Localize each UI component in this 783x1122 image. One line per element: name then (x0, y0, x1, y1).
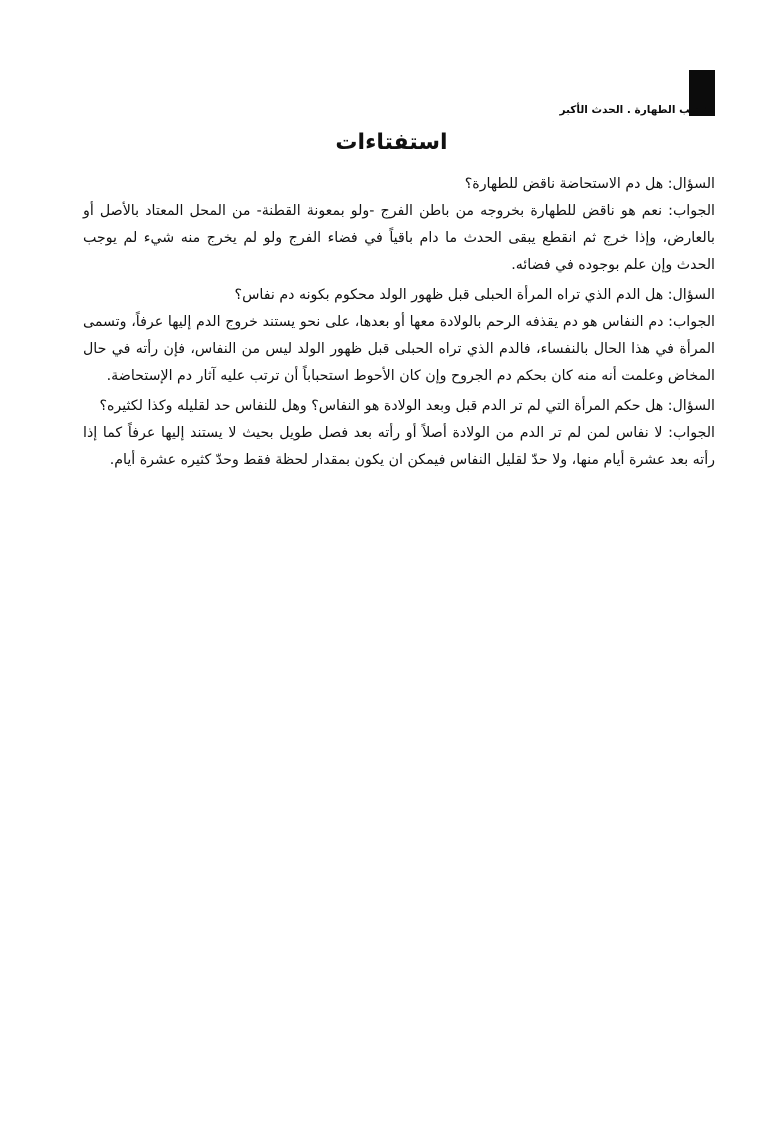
running-header: مكاتيب الطهارة . الحدث الأكبر (559, 104, 715, 116)
answer-2: الجواب: دم النفاس هو دم يقذفه الرحم بالولادة معها أو بعدها، على نحو يستند خروج الدم إليها عرفاً، وتسمى المرأة في هذا الحال بالنفساء، فالدم الذي تراه الحبلى قبل ظهور الولد ليس من النفاس، فإن رأته في حال المخاض وعلمت أنه منه كان بحكم دم الجروح وإن كان الأحوط استحباباً أن ترتب عليه آثار دم الإستحاضة. (83, 314, 715, 384)
question-2: السؤال: هل الدم الذي تراه المرأة الحبلى قبل ظهور الولد محكوم بكونه دم نفاس؟ (234, 287, 715, 303)
answer-3: الجواب: لا نفاس لمن لم تر الدم من الولادة أصلاً أو رأته بعد فصل طويل بحيث لا يستند إليها عرفاً كما إذا رأته بعد عشرة أيام منها، ولا حدّ لقليل النفاس فيمكن ان يكون بمقدار لحظة فقط وحدّ كثيره عشرة أيام. (83, 425, 715, 468)
qa-content (83, 171, 715, 477)
answer-1: الجواب: نعم هو ناقض للطهارة بخروجه من باطن الفرج -ولو بمعونة القطنة- من المحل المعتاد بالأصل أو بالعارض، وإذا خرج ثم انقطع يبقى الحدث ما دام باقياً في فضاء الفرج ولو لم يخرج منه شيء لم يوجب الحدث وإن علم بوجوده في فضائه. (83, 203, 715, 273)
question-3: السؤال: هل حكم المرأة التي لم تر الدم قبل وبعد الولادة هو النفاس؟ وهل للنفاس حد لقليله وكذا لكثيره؟ (99, 398, 715, 414)
question-1: السؤال: هل دم الاستحاضة ناقض للطهارة؟ (464, 176, 715, 192)
page-title: استفتاءات (335, 130, 448, 155)
